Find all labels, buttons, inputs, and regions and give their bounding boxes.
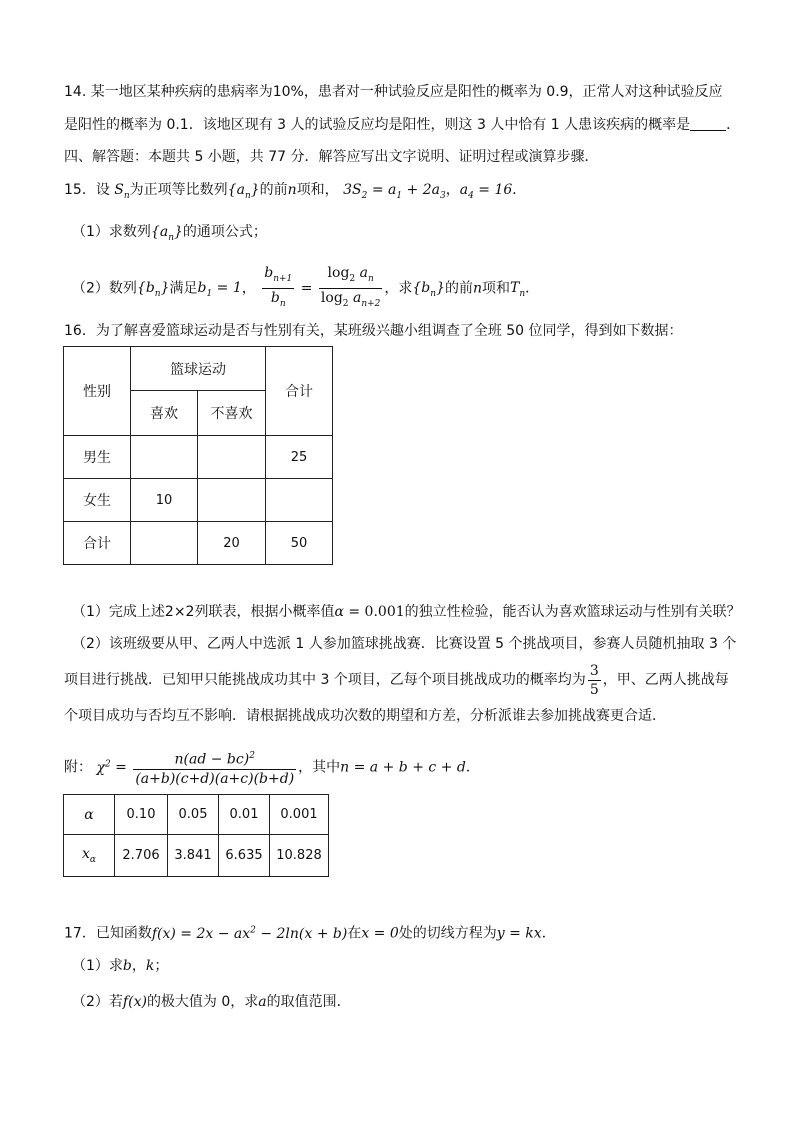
table-row bbox=[64, 835, 329, 877]
q15-p2-ask3: 项和 bbox=[482, 280, 511, 297]
x-cell: 3.841 bbox=[168, 835, 219, 877]
q17-lead: 17．已知函数 bbox=[64, 925, 152, 942]
table-row bbox=[64, 795, 329, 835]
header-basketball: 篮球运动 bbox=[131, 347, 266, 391]
x-cell: 6.635 bbox=[219, 835, 270, 877]
equation-1: $3S_2 = a_1 + 2a_3$ bbox=[343, 182, 446, 201]
cell-like[interactable] bbox=[131, 436, 198, 479]
formula-appendix bbox=[64, 744, 480, 788]
q16-intro: 16．为了解喜爱篮球运动是否与性别有关，某班级兴趣小组调查了全班 50 位同学，得到如下数据： bbox=[64, 323, 683, 339]
where-text: ，其中 bbox=[298, 759, 341, 776]
var-k: k bbox=[145, 958, 155, 974]
q16-p2-text2: ，甲、乙两人挑战每 bbox=[602, 672, 729, 688]
equals: = bbox=[110, 759, 132, 776]
q17-part1 bbox=[72, 956, 168, 976]
header-total: 合计 bbox=[266, 347, 333, 436]
x-cell: 2.706 bbox=[115, 835, 168, 877]
q15-stem bbox=[64, 180, 526, 206]
alpha-symbol: α bbox=[334, 604, 344, 620]
cell-dislike[interactable] bbox=[198, 436, 266, 479]
cell-total: 25 bbox=[266, 436, 333, 479]
comma: ， bbox=[241, 280, 256, 297]
q16-part1 bbox=[72, 602, 741, 622]
q15-p2-ask2: 的前 bbox=[444, 280, 473, 297]
b1-equation: $b_1 = 1$ bbox=[197, 280, 242, 300]
x-zero: x = 0 bbox=[361, 925, 399, 942]
var-n: n bbox=[287, 182, 297, 198]
cell-dislike[interactable] bbox=[198, 479, 266, 522]
var-a: a bbox=[258, 994, 267, 1010]
section-heading: 四、解答题：本题共 5 小题，共 77 分．解答应写出文字说明、证明过程或演算步骤． bbox=[64, 149, 599, 165]
header-dislike: 不喜欢 bbox=[198, 391, 266, 436]
cell-like: 10 bbox=[131, 479, 198, 522]
q16-p1-text2: 的独立性检验，能否认为喜欢篮球运动与性别有关联？ bbox=[404, 604, 741, 620]
contingency-table bbox=[63, 346, 333, 565]
critical-value-table bbox=[63, 794, 329, 877]
answer-blank[interactable] bbox=[690, 116, 726, 131]
prob-fraction: $\frac{3}{5}$ bbox=[589, 662, 599, 698]
header-gender: 性别 bbox=[64, 347, 131, 436]
var-T: $T_n$ bbox=[510, 280, 526, 300]
equation-2: $a_4 = 16$ bbox=[459, 182, 513, 201]
q15-p2-ask: ，求 bbox=[384, 280, 413, 297]
chi-square: $\chi^2$ bbox=[96, 759, 111, 776]
q15-lead: 设 bbox=[95, 182, 110, 198]
q17-stem bbox=[64, 920, 556, 944]
chi-fraction: $\frac{n(ad - bc)^2}{(a+b)(c+d)(a+c)(b+d)}$ bbox=[133, 747, 296, 788]
appendix-label: 附： bbox=[64, 759, 92, 776]
q15-part1 bbox=[72, 222, 267, 248]
q15-text2: 的前 bbox=[259, 182, 288, 198]
seq-b: $\{b_n\}$ bbox=[136, 280, 170, 300]
seq-b: $\{b_n\}$ bbox=[412, 280, 445, 300]
q17-text: 在 bbox=[347, 925, 362, 942]
cell-dislike: 20 bbox=[198, 522, 266, 565]
q17-p2-label: （2）若 bbox=[72, 994, 123, 1010]
comma: ， bbox=[445, 182, 460, 198]
row-label: 合计 bbox=[64, 522, 131, 565]
q14-text-part2: 是阳性的概率为 0.1．该地区现有 3 人的试验反应均是阳性，则这 3 人中恰有 1 人患该疾病的概率是 bbox=[64, 117, 691, 133]
q14-text-part1: 某一地区某种疾病的患病率为10%，患者对一种试验反应是阳性的概率为 0.9，正常人对这种试验反应 bbox=[90, 84, 723, 100]
n-formula: n = a + b + c + d bbox=[340, 759, 466, 776]
comma: ， bbox=[131, 958, 146, 974]
q17-part2 bbox=[72, 992, 351, 1012]
row-label: 男生 bbox=[64, 436, 131, 479]
q15-p2-label: （2）数列 bbox=[72, 280, 137, 297]
where-end: ． bbox=[465, 759, 480, 776]
q17-p1-end: ； bbox=[154, 958, 169, 974]
q15-p2-text: 满足 bbox=[169, 280, 198, 297]
x-cell: 10.828 bbox=[270, 835, 329, 877]
q17-p2-end: 的取值范围． bbox=[266, 994, 351, 1010]
x-label: $x_\alpha$ bbox=[64, 835, 115, 877]
q15-p2-end: ． bbox=[525, 280, 540, 297]
row-label: 女生 bbox=[64, 479, 131, 522]
q15-text: 为正项等比数列 bbox=[129, 182, 228, 198]
var-n: n bbox=[472, 280, 483, 297]
alpha-value: = 0.001 bbox=[343, 604, 405, 620]
var-S: $S_n$ bbox=[114, 182, 130, 201]
header-like: 喜欢 bbox=[131, 391, 198, 436]
tangent-line: y = kx bbox=[496, 925, 542, 942]
cell-total[interactable] bbox=[266, 479, 333, 522]
var-b: b bbox=[122, 958, 132, 974]
q14-end: ． bbox=[726, 117, 741, 133]
q14-line1 bbox=[64, 82, 723, 102]
function-f: $f(x) = 2x - ax^2 - 2\ln(x + b)$ bbox=[151, 925, 348, 942]
alpha-label: α bbox=[64, 795, 115, 835]
q15-text3: 项和， bbox=[296, 182, 339, 198]
q15-end: ． bbox=[512, 182, 527, 198]
table-row bbox=[64, 522, 333, 565]
seq-a: $\{a_n\}$ bbox=[227, 182, 260, 201]
q16-p1-text: （1）完成上述2×2列联表，根据小概率值 bbox=[72, 604, 335, 620]
seq-a: $\{a_n\}$ bbox=[150, 224, 183, 243]
alpha-cell: 0.05 bbox=[168, 795, 219, 835]
q15-part2 bbox=[72, 264, 539, 314]
q17-p2-text: 的极大值为 0，求 bbox=[146, 994, 259, 1010]
q14-number: 14. bbox=[64, 84, 87, 100]
q16-p2-text: 项目进行挑战．已知甲只能挑战成功其中 3 个项目，乙每个项目挑战成功的概率均为 bbox=[64, 672, 586, 688]
alpha-cell: 0.001 bbox=[270, 795, 329, 835]
q16-part2-line3: 个项目成功与否均互不影响．请根据挑战成功次数的期望和方差，分析派谁去参加挑战赛更合适． bbox=[64, 708, 666, 724]
ratio-fraction: $\frac{b_{n+1}}{b_n}$ bbox=[264, 265, 293, 309]
cell-total: 50 bbox=[266, 522, 333, 565]
q17-end: ． bbox=[541, 925, 556, 942]
q15-number: 15． bbox=[64, 182, 96, 198]
table-row bbox=[64, 436, 333, 479]
q16-part2-line1: （2）该班级要从甲、乙两人中选派 1 人参加篮球挑战赛．比赛设置 5 个挑战项目，参赛人员随机抽取 3 个 bbox=[72, 636, 737, 652]
q14-line2 bbox=[64, 115, 740, 135]
q17-text2: 处的切线方程为 bbox=[398, 925, 497, 942]
q16-part2-line2 bbox=[64, 660, 729, 700]
q17-p1-label: （1）求 bbox=[72, 958, 123, 974]
q15-p1-text: 的通项公式； bbox=[182, 224, 267, 240]
log-fraction: $\frac{\log_2 a_n}{\log_2 a_{n+2}}$ bbox=[320, 265, 381, 309]
equals: = bbox=[296, 280, 317, 297]
table-row bbox=[64, 479, 333, 522]
alpha-cell: 0.10 bbox=[115, 795, 168, 835]
cell-like[interactable] bbox=[131, 522, 198, 565]
q15-p1-label: （1）求数列 bbox=[72, 224, 151, 240]
f-of-x: f(x) bbox=[122, 994, 147, 1010]
alpha-cell: 0.01 bbox=[219, 795, 270, 835]
